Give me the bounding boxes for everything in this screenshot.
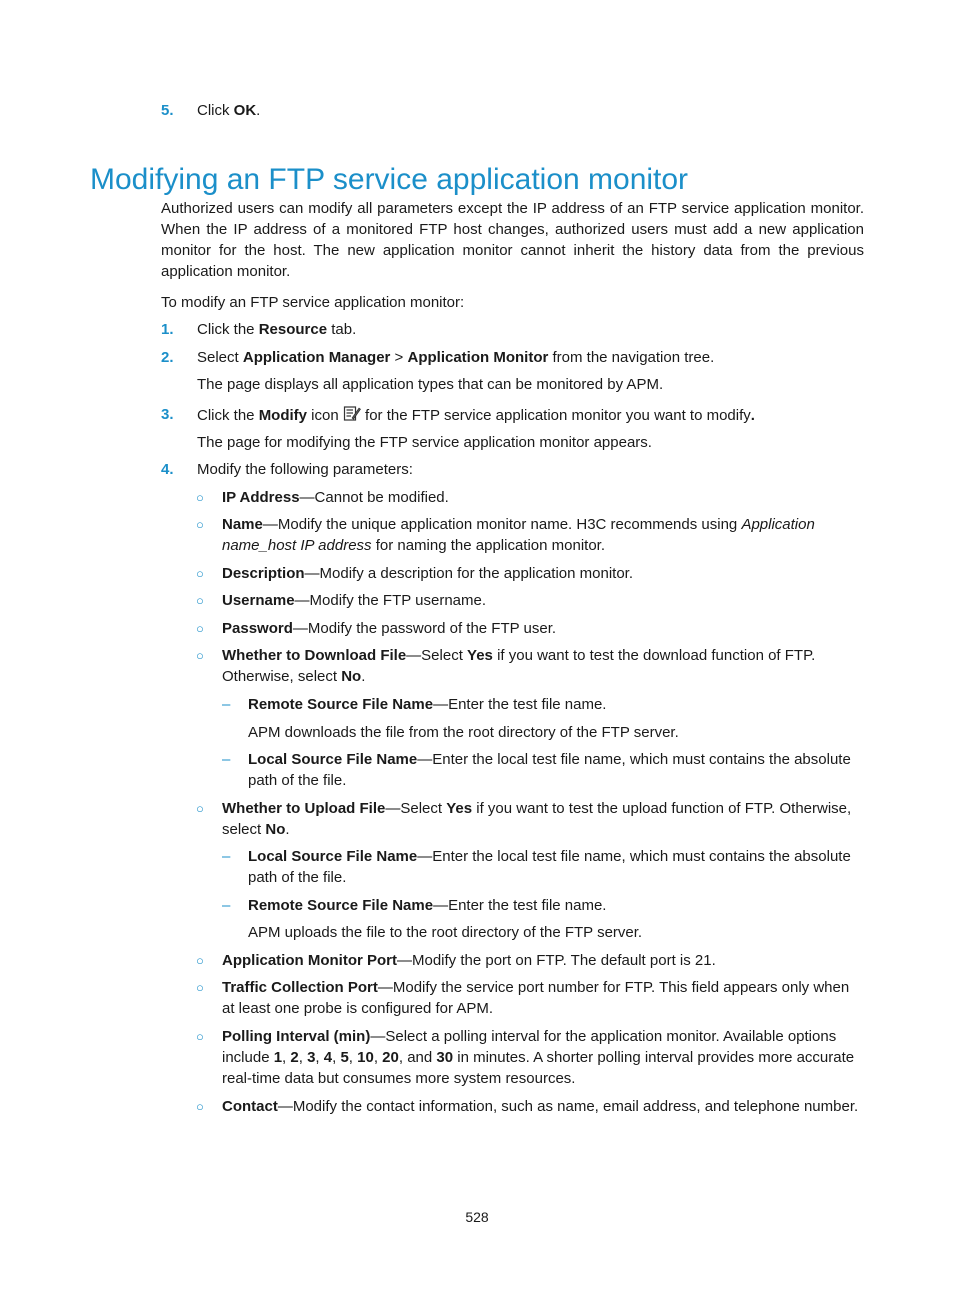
param-term: Name bbox=[222, 516, 263, 533]
param-desc: —Modify the contact information, such as name, email address, and telephone number. bbox=[277, 1098, 859, 1115]
param-desc: in minutes. A shorter polling interval provides more accurate real-time data but consumes more system resources. bbox=[222, 1049, 855, 1087]
param-desc: —Enter the local test file name, which must contains the absolute path of the file. bbox=[248, 751, 851, 789]
step-text bbox=[197, 100, 864, 121]
step-text-part: > bbox=[390, 349, 408, 366]
param-term: Local Source File Name bbox=[248, 751, 418, 768]
param-term: Application Monitor Port bbox=[222, 952, 397, 969]
param-description bbox=[222, 563, 864, 584]
param-desc: , bbox=[332, 1049, 341, 1066]
ok-label: OK bbox=[233, 102, 257, 119]
polling-option: 30 bbox=[436, 1049, 454, 1066]
menu-label: Application Manager bbox=[242, 349, 391, 366]
step-text-part: icon bbox=[307, 407, 343, 424]
step-note: The page for modifying the FTP service application monitor appears. bbox=[197, 434, 652, 451]
param-dl-local-file bbox=[248, 749, 864, 791]
param-traffic-port bbox=[222, 977, 864, 1019]
step-text-part: Click the bbox=[197, 407, 259, 424]
param-desc: if you want to test the upload function of FTP. Otherwise, select bbox=[222, 800, 852, 838]
polling-option: 10 bbox=[357, 1049, 374, 1066]
param-desc: Application name_host IP address bbox=[222, 516, 815, 554]
param-desc: , bbox=[348, 1049, 358, 1066]
polling-option: 3 bbox=[307, 1049, 316, 1066]
param-desc: —Modify the port on FTP. The default port is 21. bbox=[396, 952, 716, 969]
step-text-part: Select bbox=[197, 349, 243, 366]
resource-tab-label: Resource bbox=[258, 321, 328, 338]
step-text bbox=[197, 319, 864, 340]
option-yes: Yes bbox=[467, 647, 493, 664]
param-desc: . bbox=[285, 821, 290, 838]
param-note: APM downloads the file from the root directory of the FTP server. bbox=[248, 724, 679, 741]
param-desc: . bbox=[361, 668, 366, 685]
page-number: 528 bbox=[465, 1209, 489, 1225]
step-text bbox=[197, 347, 864, 368]
modify-label: Modify bbox=[258, 407, 308, 424]
bullet-icon: ○ bbox=[196, 953, 204, 968]
param-term: Traffic Collection Port bbox=[222, 979, 378, 996]
param-term: Description bbox=[222, 565, 305, 582]
modify-icon bbox=[343, 404, 361, 422]
step-number: 3. bbox=[161, 406, 174, 423]
param-desc: —Enter the test file name. bbox=[433, 897, 607, 914]
step-text-part: . bbox=[750, 407, 755, 424]
param-name bbox=[222, 514, 864, 556]
param-ul-local-file bbox=[248, 846, 864, 888]
param-desc: —Select a polling interval for the application monitor. Available options include bbox=[222, 1028, 837, 1066]
step-number: 2. bbox=[161, 349, 174, 366]
step-number: 4. bbox=[161, 461, 174, 478]
param-desc: —Modify a description for the application monitor. bbox=[304, 565, 634, 582]
param-polling-interval bbox=[222, 1026, 864, 1089]
bullet-icon: ○ bbox=[196, 621, 204, 636]
param-term: Remote Source File Name bbox=[248, 897, 434, 914]
bullet-icon: ○ bbox=[196, 1099, 204, 1114]
param-desc: if you want to test the download function of FTP. Otherwise, select bbox=[222, 647, 816, 685]
param-desc: , bbox=[282, 1049, 291, 1066]
dash-icon: – bbox=[222, 696, 231, 713]
param-desc: —Enter the local test file name, which must contains the absolute path of the file. bbox=[248, 848, 851, 886]
param-download-file bbox=[222, 645, 864, 687]
param-term: Local Source File Name bbox=[248, 848, 418, 865]
param-term: Contact bbox=[222, 1098, 278, 1115]
param-term: Whether to Download File bbox=[222, 647, 407, 664]
param-password bbox=[222, 618, 864, 639]
param-desc: , bbox=[315, 1049, 324, 1066]
menu-label: Application Monitor bbox=[407, 349, 549, 366]
param-desc: —Modify the password of the FTP user. bbox=[292, 620, 557, 637]
bullet-icon: ○ bbox=[196, 648, 204, 663]
intro-paragraph: Authorized users can modify all parameters except the IP address of an FTP service application monitor. When the IP address of a monitored FTP host changes, authorized users must add a new application monitor for the host. The new application monitor cannot inherit the history data from the previous application monitor. bbox=[161, 200, 864, 280]
dash-icon: – bbox=[222, 848, 231, 865]
param-monitor-port bbox=[222, 950, 864, 971]
bullet-icon: ○ bbox=[196, 566, 204, 581]
param-ul-remote-file bbox=[248, 895, 864, 916]
param-term: Password bbox=[222, 620, 293, 637]
bullet-icon: ○ bbox=[196, 801, 204, 816]
param-desc: —Modify the unique application monitor name. H3C recommends using bbox=[262, 516, 742, 533]
dash-icon: – bbox=[222, 897, 231, 914]
bullet-icon: ○ bbox=[196, 593, 204, 608]
param-term: Username bbox=[222, 592, 295, 609]
param-desc: , and bbox=[398, 1049, 437, 1066]
dash-icon: – bbox=[222, 751, 231, 768]
step-note: The page displays all application types that can be monitored by APM. bbox=[197, 376, 664, 393]
polling-option: 5 bbox=[340, 1049, 349, 1066]
param-ip-address bbox=[222, 487, 864, 508]
param-desc: , bbox=[298, 1049, 308, 1066]
param-contact bbox=[222, 1096, 864, 1117]
param-desc: , bbox=[373, 1049, 383, 1066]
step-number: 5. bbox=[161, 102, 174, 119]
param-desc: —Cannot be modified. bbox=[299, 489, 449, 506]
param-desc: —Enter the test file name. bbox=[433, 696, 607, 713]
polling-option: 4 bbox=[323, 1049, 333, 1066]
param-desc: —Modify the FTP username. bbox=[294, 592, 487, 609]
polling-option: 20 bbox=[382, 1049, 399, 1066]
param-desc: —Modify the service port number for FTP. This field appears only when at least one probe is configured for APM. bbox=[222, 979, 850, 1017]
param-desc: —Select bbox=[406, 647, 468, 664]
step-text-part: Click the bbox=[197, 321, 259, 338]
step-text bbox=[197, 404, 864, 426]
section-heading: Modifying an FTP service application monitor bbox=[90, 163, 689, 197]
option-no: No bbox=[265, 821, 286, 838]
step-text: Modify the following parameters: bbox=[197, 461, 413, 478]
param-term: Whether to Upload File bbox=[222, 800, 386, 817]
param-dl-remote-file bbox=[248, 694, 864, 715]
param-term: Polling Interval (min) bbox=[222, 1028, 371, 1045]
step-text-part: for the FTP service application monitor you want to modify bbox=[360, 407, 751, 424]
step-number: 1. bbox=[161, 321, 174, 338]
param-username bbox=[222, 590, 864, 611]
param-term: Remote Source File Name bbox=[248, 696, 434, 713]
option-no: No bbox=[341, 668, 362, 685]
polling-option: 2 bbox=[290, 1049, 299, 1066]
param-desc: —Select bbox=[385, 800, 447, 817]
option-yes: Yes bbox=[446, 800, 473, 817]
procedure-lead: To modify an FTP service application monitor: bbox=[161, 294, 465, 311]
param-term: IP Address bbox=[222, 489, 300, 506]
bullet-icon: ○ bbox=[196, 490, 204, 505]
step-text-part: from the navigation tree. bbox=[548, 349, 715, 366]
param-desc: for naming the application monitor. bbox=[371, 537, 605, 554]
step-text-part: Click bbox=[197, 102, 234, 119]
step-text-part: . bbox=[256, 102, 261, 119]
bullet-icon: ○ bbox=[196, 1029, 204, 1044]
param-upload-file bbox=[222, 798, 864, 840]
step-text-part: tab. bbox=[327, 321, 357, 338]
polling-option: 1 bbox=[273, 1049, 283, 1066]
bullet-icon: ○ bbox=[196, 517, 204, 532]
param-note: APM uploads the file to the root directory of the FTP server. bbox=[248, 924, 643, 941]
bullet-icon: ○ bbox=[196, 980, 204, 995]
